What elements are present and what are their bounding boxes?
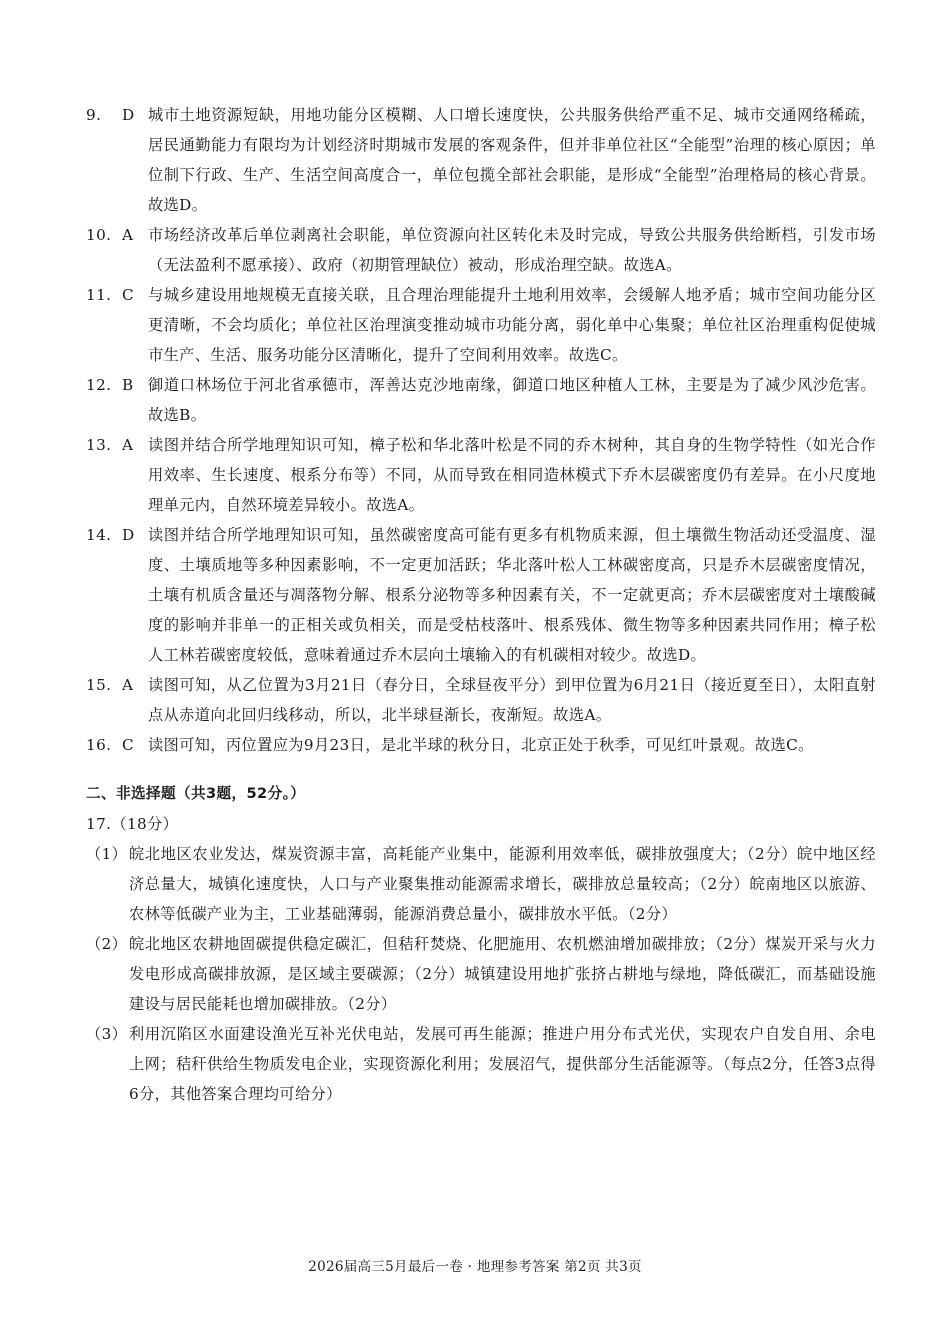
answer-letter: D xyxy=(122,526,135,544)
answer-item xyxy=(86,670,876,730)
answer-letter: C xyxy=(122,286,135,304)
answer-explanation: 读图可知，从乙位置为3月21日（春分日，全球昼夜平分）到甲位置为6月21日（接近夏至日），太阳直射点从赤道向北回归线移动，所以，北半球昼渐长，夜渐短。故选A。 xyxy=(148,676,876,724)
answer-item xyxy=(86,430,876,520)
sub-answer-text: 皖北地区农业发达，煤炭资源丰富，高耗能产业集中，能源利用效率低，碳排放强度大；（2分）皖中地区经济总量大，城镇化速度快，人口与产业聚集推动能源需求增长，碳排放总量较高；（2分）皖南地区以旅游、农林等低碳产业为主，工业基础薄弱，能源消费总量小，碳排放水平低。（2分） xyxy=(129,845,876,923)
answer-item xyxy=(86,280,876,370)
answer-explanation: 市场经济改革后单位剥离社会职能，单位资源向社区转化未及时完成，导致公共服务供给断档，引发市场（无法盈利不愿承接）、政府（初期管理缺位）被动，形成治理空缺。故选A。 xyxy=(148,226,876,274)
question-number: 11. xyxy=(86,286,112,304)
answer-explanation: 御道口林场位于河北省承德市，浑善达克沙地南缘，御道口地区种植人工林，主要是为了减少风沙危害。故选B。 xyxy=(148,376,876,424)
sub-question-label: （3） xyxy=(86,1025,128,1043)
answer-explanation: 城市土地资源短缺，用地功能分区模糊、人口增长速度快，公共服务供给严重不足、城市交通网络稀疏，居民通勤能力有限均为计划经济时期城市发展的客观条件，但并非单位社区“全能型”治理的核心原因；单位制下行政、生产、生活空间高度合一，单位包揽全部社会职能，是形成“全能型”治理格局的核心背景。故选D。 xyxy=(148,106,876,214)
section-title: 二、非选择题（共3题，52分。） xyxy=(86,785,306,802)
answer-explanation: 读图并结合所学地理知识可知，樟子松和华北落叶松是不同的乔木树种，其自身的生物学特性（如光合作用效率、生长速度、根系分布等）不同，从而导致在相同造林模式下乔木层碳密度仍有差异。在小尺度地理单元内，自然环境差异较小。故选A。 xyxy=(148,436,876,514)
answer-letter: A xyxy=(122,436,134,454)
answer-letter: B xyxy=(122,376,134,394)
answer-explanation: 与城乡建设用地规模无直接关联，且合理治理能提升土地利用效率，会缓解人地矛盾；城市空间功能分区更清晰，不会均质化；单位社区治理演变推动城市功能分离，弱化单中心集聚；单位社区治理重构促使城市生产、生活、服务功能分区清晰化，提升了空间利用效率。故选C。 xyxy=(148,286,876,364)
page-footer: 2026届高三5月最后一卷 · 地理参考答案 第2页 共3页 xyxy=(308,1259,642,1275)
sub-answer-item xyxy=(86,929,876,1019)
sub-answer-text: 利用沉陷区水面建设渔光互补光伏电站，发展可再生能源；推进户用分布式光伏，实现农户自发自用、余电上网；秸秆供给生物质发电企业，实现资源化利用；发展沼气，提供部分生活能源等。（每点2分，任答3点得6分，其他答案合理均可给分） xyxy=(129,1025,876,1103)
answer-content xyxy=(86,100,876,1109)
sub-question-label: （2） xyxy=(86,935,128,953)
question-number: 14. xyxy=(86,526,112,544)
sub-answer-item xyxy=(86,1019,876,1109)
question-17-parts xyxy=(86,839,876,1109)
answer-item xyxy=(86,370,876,430)
question-number: 15. xyxy=(86,676,112,694)
sub-answer-text: 皖北地区农耕地固碳提供稳定碳汇，但秸秆焚烧、化肥施用、农机燃油增加碳排放；（2分）煤炭开采与火力发电形成高碳排放源，是区域主要碳源；（2分）城镇建设用地扩张挤占耕地与绿地，降低碳汇，而基础设施建设与居民能耗也增加碳排放。（2分） xyxy=(129,935,876,1013)
answer-explanation: 读图可知，丙位置应为9月23日，是北半球的秋分日，北京正处于秋季，可见红叶景观。故选C。 xyxy=(148,736,814,754)
answer-item xyxy=(86,100,876,220)
answer-letter: D xyxy=(122,106,135,124)
multiple-choice-answers xyxy=(86,100,876,760)
answer-letter: C xyxy=(122,736,135,754)
answer-letter: A xyxy=(122,226,134,244)
answer-item xyxy=(86,730,876,760)
sub-answer-item xyxy=(86,839,876,929)
question-number: 10. xyxy=(86,226,112,244)
answer-explanation: 读图并结合所学地理知识可知，虽然碳密度高可能有更多有机物质来源，但土壤微生物活动还受温度、湿度、土壤质地等多种因素影响，不一定更加活跃；华北落叶松人工林碳密度高，只是乔木层碳密度情况，土壤有机质含量还与凋落物分解、根系分泌物等多种因素有关，不一定就更高；乔木层碳密度对土壤酸碱度的影响并非单一的正相关或负相关，而是受枯枝落叶、根系残体、微生物等多种因素共同作用；樟子松人工林若碳密度较低，意味着通过乔木层向土壤输入的有机碳相对较少。故选D。 xyxy=(148,526,876,664)
question-number: 12. xyxy=(86,376,112,394)
answer-item xyxy=(86,520,876,670)
answer-item xyxy=(86,220,876,280)
question-number: 16. xyxy=(86,736,112,754)
question-17-heading: 17.（18分） xyxy=(86,815,179,833)
answer-letter: A xyxy=(122,676,134,694)
question-number: 9. xyxy=(86,106,102,124)
question-number: 13. xyxy=(86,436,112,454)
sub-question-label: （1） xyxy=(86,845,128,863)
